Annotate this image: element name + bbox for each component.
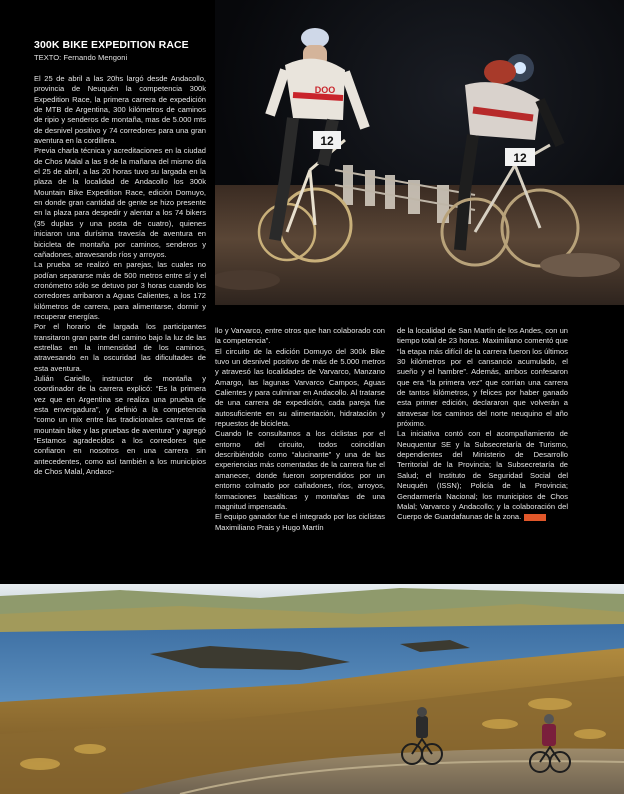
bib-number-right: 12 <box>513 151 527 165</box>
jersey-text: DOO <box>314 85 336 95</box>
article-title: 300K BIKE EXPEDITION RACE <box>34 39 189 51</box>
paragraph: El equipo ganador fue el integrado por los ciclistas Maximiliano Prais y Hugo Martín <box>215 512 385 532</box>
end-of-article-mark <box>524 514 546 521</box>
paragraph: de la localidad de San Martín de los Andes, con un tiempo total de 23 horas. Maximiliano comentó que “la etapa más difícil de la carrera fueron los últimos 30 kilómetros por el cansancio acumulado, el sueño y el hambre”. Además, ambos confesaron que era “la primera vez” que corrían una carrera de tantos kilómetros, y felices por haber ganado esta primer edición, declararon que volverán a atravesar los caminos del norte neuquino el año próximo. <box>397 326 568 429</box>
paragraph: llo y Varvarco, entre otros que han colaborado con la competencia”. <box>215 326 385 346</box>
paragraph: Cuando le consultamos a los ciclistas por el entorno del circuito, todos coincidían describiéndolo como “alucinante” y una de las experiencias más comentadas de la carrera fue el amanecer, donde fueron sorprendidos por un entorno colmado por cañadones, ríos, arroyos, formaciones basálticas y montañas de una magnitud impensada. <box>215 429 385 511</box>
paragraph: La prueba se realizó en parejas, las cuales no podían separarse más de 500 metros entre sí y el cronómetro sólo se detuvo por 3 horas cuando los corredores arribaron a Aguas Calientes, a los 172 kilómetros de carrera, para alimentarse, dormir y recuperar energías. <box>34 260 206 321</box>
article-byline: TEXTO: Fernando Mengoni <box>34 53 128 62</box>
paragraph: Previa charla técnica y acreditaciones en la ciudad de Chos Malal a las 9 de la mañana del mismo día el 25 de abril, a las 20 horas tuvo su largada en la plaza de la localidad de Andacollo los 300k Mountain Bike Expedition Race, edición Domuyo, en donde gran cantidad de gente se hizo presente en la plaza para despedir y alentar a los 74 bikers (35 duplas y una posta de cuatro), quienes iniciaron una durísima travesía de aventura en bicicleta de montaña por caminos, senderos y cañadones, atravesando ríos y arroyos. <box>34 146 206 259</box>
paragraph: El 25 de abril a las 20hs largó desde Andacollo, provincia de Neuquén la competencia 300k Expedition Race, la primera carrera de expedición de MTB de Argentina, 300 kilómetros de caminos de ripio y senderos de montaña, mas de 5.000 mts de desnivel positivo y 74 corredores para una gran aventura en la cordillera. <box>34 74 206 146</box>
landscape-illustration <box>0 584 624 794</box>
text-column-1 <box>34 74 206 477</box>
paragraph: Por el horario de largada los participantes transitaron gran parte del camino bajo la luz de las estrellas en la inmensidad de los caminos, atravesando en la oscuridad las dificultades de esta aventura. <box>34 322 206 373</box>
bib-number-left: 12 <box>320 134 334 148</box>
night-race-photo <box>215 0 624 305</box>
text-column-3 <box>397 326 568 523</box>
landscape-photo <box>0 584 624 794</box>
paragraph: El circuito de la edición Domuyo del 300k Bike tuvo un desnivel positivo de más de 5.000 metros y atravesó las localidades de Varvarco, Manzano Amargo, las lagunas Varvarco Campos, Aguas Calientes y para culminar en Andacollo. Al tratarse de una carrera de expedición, cada pareja fue autosuficiente en su alimentación, hidratación y repuestos de bicicleta. <box>215 346 385 429</box>
paragraph-text: La iniciativa contó con el acompañamiento de Neuquentur SE y la Subsecretaría de Turismo, dependientes del Ministerio de Desarrollo Territorial de la Provincia; la Subsecretaría de Salud; el Instituto de Seguridad Social del Neuquén (ISSN); Policía de la Provincia; Gendarmería Nacional; los municipios de Chos Malal; Varvarco y Andacollo; y la colaboración del Cuerpo de Guardafaunas de la zona. <box>397 429 568 522</box>
night-riders-illustration <box>215 0 624 305</box>
paragraph: Julián Cariello, instructor de montaña y coordinador de la carrera explicó: “Es la primera vez que en Argentina se realiza una prueba de esta envergadura”, y definió a la competencia “como un mix entre las tradicionales carreras de mountain bike y las pruebas de aventura” y agregó “Estamos agradecidos a los corredores que confiaron en nosotros en una carrera sin antecedentes, como así también a los municipios de Chos Malal, Andaco- <box>34 373 206 477</box>
paragraph <box>397 429 568 522</box>
text-column-2 <box>215 326 385 533</box>
